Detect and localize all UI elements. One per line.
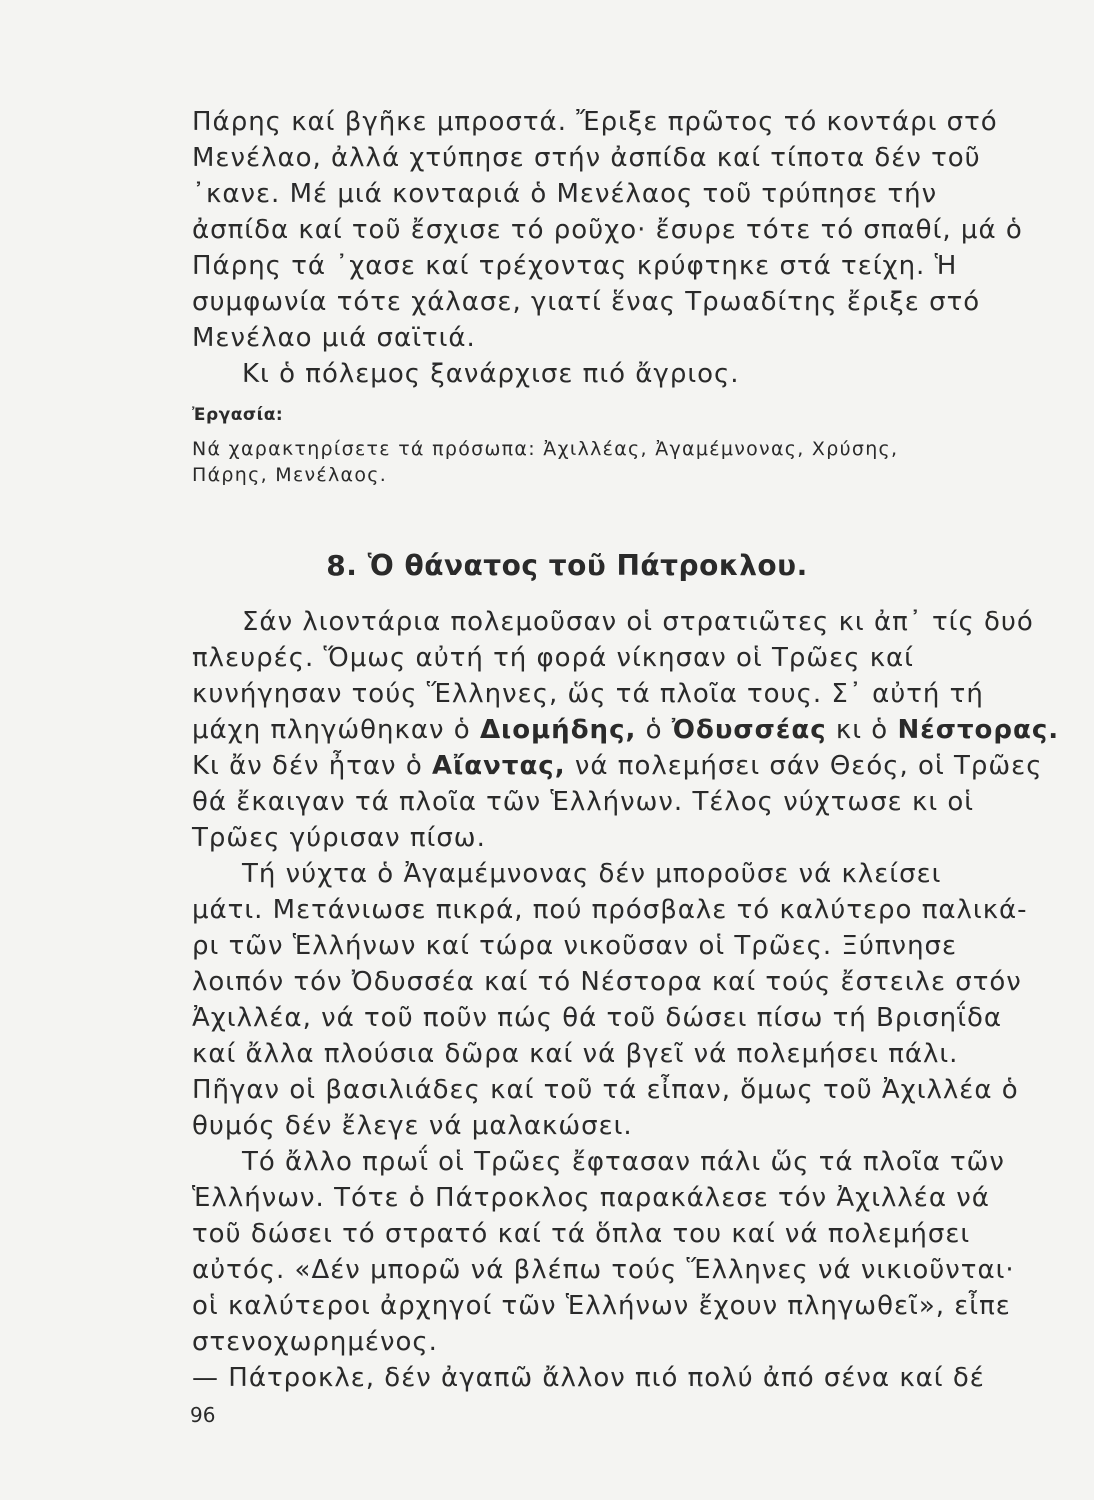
- text-run: μάχη πληγώθηκαν ὁ: [192, 715, 480, 745]
- text-line: Ἑλλήνων. Τότε ὁ Πάτροκλος παρακάλεσε τόν Ἀχιλλέα νά: [192, 1183, 990, 1213]
- task-title: Ἐργασία:: [192, 405, 284, 425]
- name-diomedes: Διομήδης,: [479, 715, 637, 745]
- text-line: Σάν λιοντάρια πολεμοῦσαν οἱ στρατιῶτες κι ἀπ᾿ τίς δυό: [242, 607, 1034, 637]
- task-text: [192, 436, 1044, 488]
- text-line: πλευρές. Ὅμως αὐτή τή φορά νίκησαν οἱ Τρῶες καί: [192, 643, 914, 673]
- chapter-body: [192, 604, 1060, 1396]
- name-nestor: Νέστορας.: [897, 715, 1060, 745]
- text-line: Πῆγαν οἱ βασιλιάδες καί τοῦ τά εἶπαν, ὅμως τοῦ Ἀχιλλέα ὁ: [192, 1075, 1019, 1105]
- text-line: Μενέλαο, ἀλλά χτύπησε στήν ἀσπίδα καί τίποτα δέν τοῦ: [192, 143, 981, 173]
- text-run: κι ὁ: [826, 715, 898, 745]
- name-odysseus: Ὀδυσσέας: [671, 715, 827, 745]
- text-line: [192, 748, 1044, 784]
- intro-paragraph: [192, 104, 1044, 392]
- text-line: Τρῶες γύρισαν πίσω.: [192, 823, 486, 853]
- text-run: ὁ: [636, 715, 672, 745]
- text-line: Τή νύχτα ὁ Ἀγαμέμνονας δέν μποροῦσε νά κλείσει: [242, 859, 942, 889]
- text-line: στενοχωρημένος.: [192, 1327, 438, 1357]
- text-line: Πάρης τά ᾿χασε καί τρέχοντας κρύφτηκε στά τείχη. Ἡ: [192, 251, 958, 281]
- text-line: μάτι. Μετάνιωσε πικρά, πού πρόσβαλε τό καλύτερο παλικά-: [192, 895, 1028, 925]
- text-line: Ἀχιλλέα, νά τοῦ ποῦν πώς θά τοῦ δώσει πίσω τή Βρισηΐδα: [192, 1003, 1002, 1033]
- text-line: ᾿κανε. Μέ μιά κονταριά ὁ Μενέλαος τοῦ τρύπησε τήν: [192, 179, 938, 209]
- text-line: ρι τῶν Ἑλλήνων καί τώρα νικοῦσαν οἱ Τρῶες. Ξύπνησε: [192, 931, 958, 961]
- text-line: Νά χαρακτηρίσετε τά πρόσωπα: Ἀχιλλέας, Ἀγαμέμνονας, Χρύσης,: [192, 438, 899, 460]
- text-line: ἀσπίδα καί τοῦ ἔσχισε τό ροῦχο· ἔσυρε τότε τό σπαθί, μά ὁ: [192, 215, 1023, 245]
- closing-line: Κι ὁ πόλεμος ξανάρχισε πιό ἄγριος.: [242, 359, 740, 389]
- text-line: λοιπόν τόν Ὀδυσσέα καί τό Νέστορα καί τούς ἔστειλε στόν: [192, 967, 1022, 997]
- text-line: συμφωνία τότε χάλασε, γιατί ἕνας Τρωαδίτης ἔριξε στό: [192, 287, 981, 317]
- text-line: Πάρης καί βγῆκε μπροστά. Ἔριξε πρῶτος τό κοντάρι στό: [192, 107, 998, 137]
- text-line: θυμός δέν ἔλεγε νά μαλακώσει.: [192, 1111, 633, 1141]
- chapter-title-text: 8. Ὁ θάνατος τοῦ Πάτροκλου.: [326, 549, 808, 582]
- text-line: θά ἔκαιγαν τά πλοῖα τῶν Ἑλλήνων. Τέλος νύχτωσε κι οἱ: [192, 787, 975, 817]
- text-line: [192, 712, 1060, 748]
- dialogue-line: — Πάτροκλε, δέν ἀγαπῶ ἄλλον πιό πολύ ἀπό σένα καί δέ: [192, 1363, 985, 1393]
- text-line: καί ἄλλα πλούσια δῶρα καί νά βγεῖ νά πολεμήσει πάλι.: [192, 1039, 959, 1069]
- name-ajax: Αἴαντας,: [432, 751, 566, 781]
- text-line: αὐτός. «Δέν μπορῶ νά βλέπω τούς Ἕλληνες νά νικιοῦνται·: [192, 1255, 1015, 1285]
- text-line: οἱ καλύτεροι ἀρχηγοί τῶν Ἑλλήνων ἔχουν πληγωθεῖ», εἶπε: [192, 1291, 1011, 1321]
- text-line: Πάρης, Μενέλαος.: [192, 464, 388, 486]
- chapter-title: [0, 546, 1094, 586]
- text-run: Κι ἄν δέν ἦταν ὁ: [192, 751, 433, 781]
- text-line: Τό ἄλλο πρωΐ οἱ Τρῶες ἔφτασαν πάλι ὥς τά πλοῖα τῶν: [242, 1147, 1005, 1177]
- text-line: τοῦ δώσει τό στρατό καί τά ὅπλα του καί νά πολεμήσει: [192, 1219, 971, 1249]
- text-run: νά πολεμήσει σάν Θεός, οἱ Τρῶες: [565, 751, 1043, 781]
- text-line: Μενέλαο μιά σαϊτιά.: [192, 323, 476, 353]
- page-number: 96: [190, 1403, 216, 1427]
- text-line: κυνήγησαν τούς Ἕλληνες, ὥς τά πλοῖα τους. Σ᾿ αὐτή τή: [192, 679, 984, 709]
